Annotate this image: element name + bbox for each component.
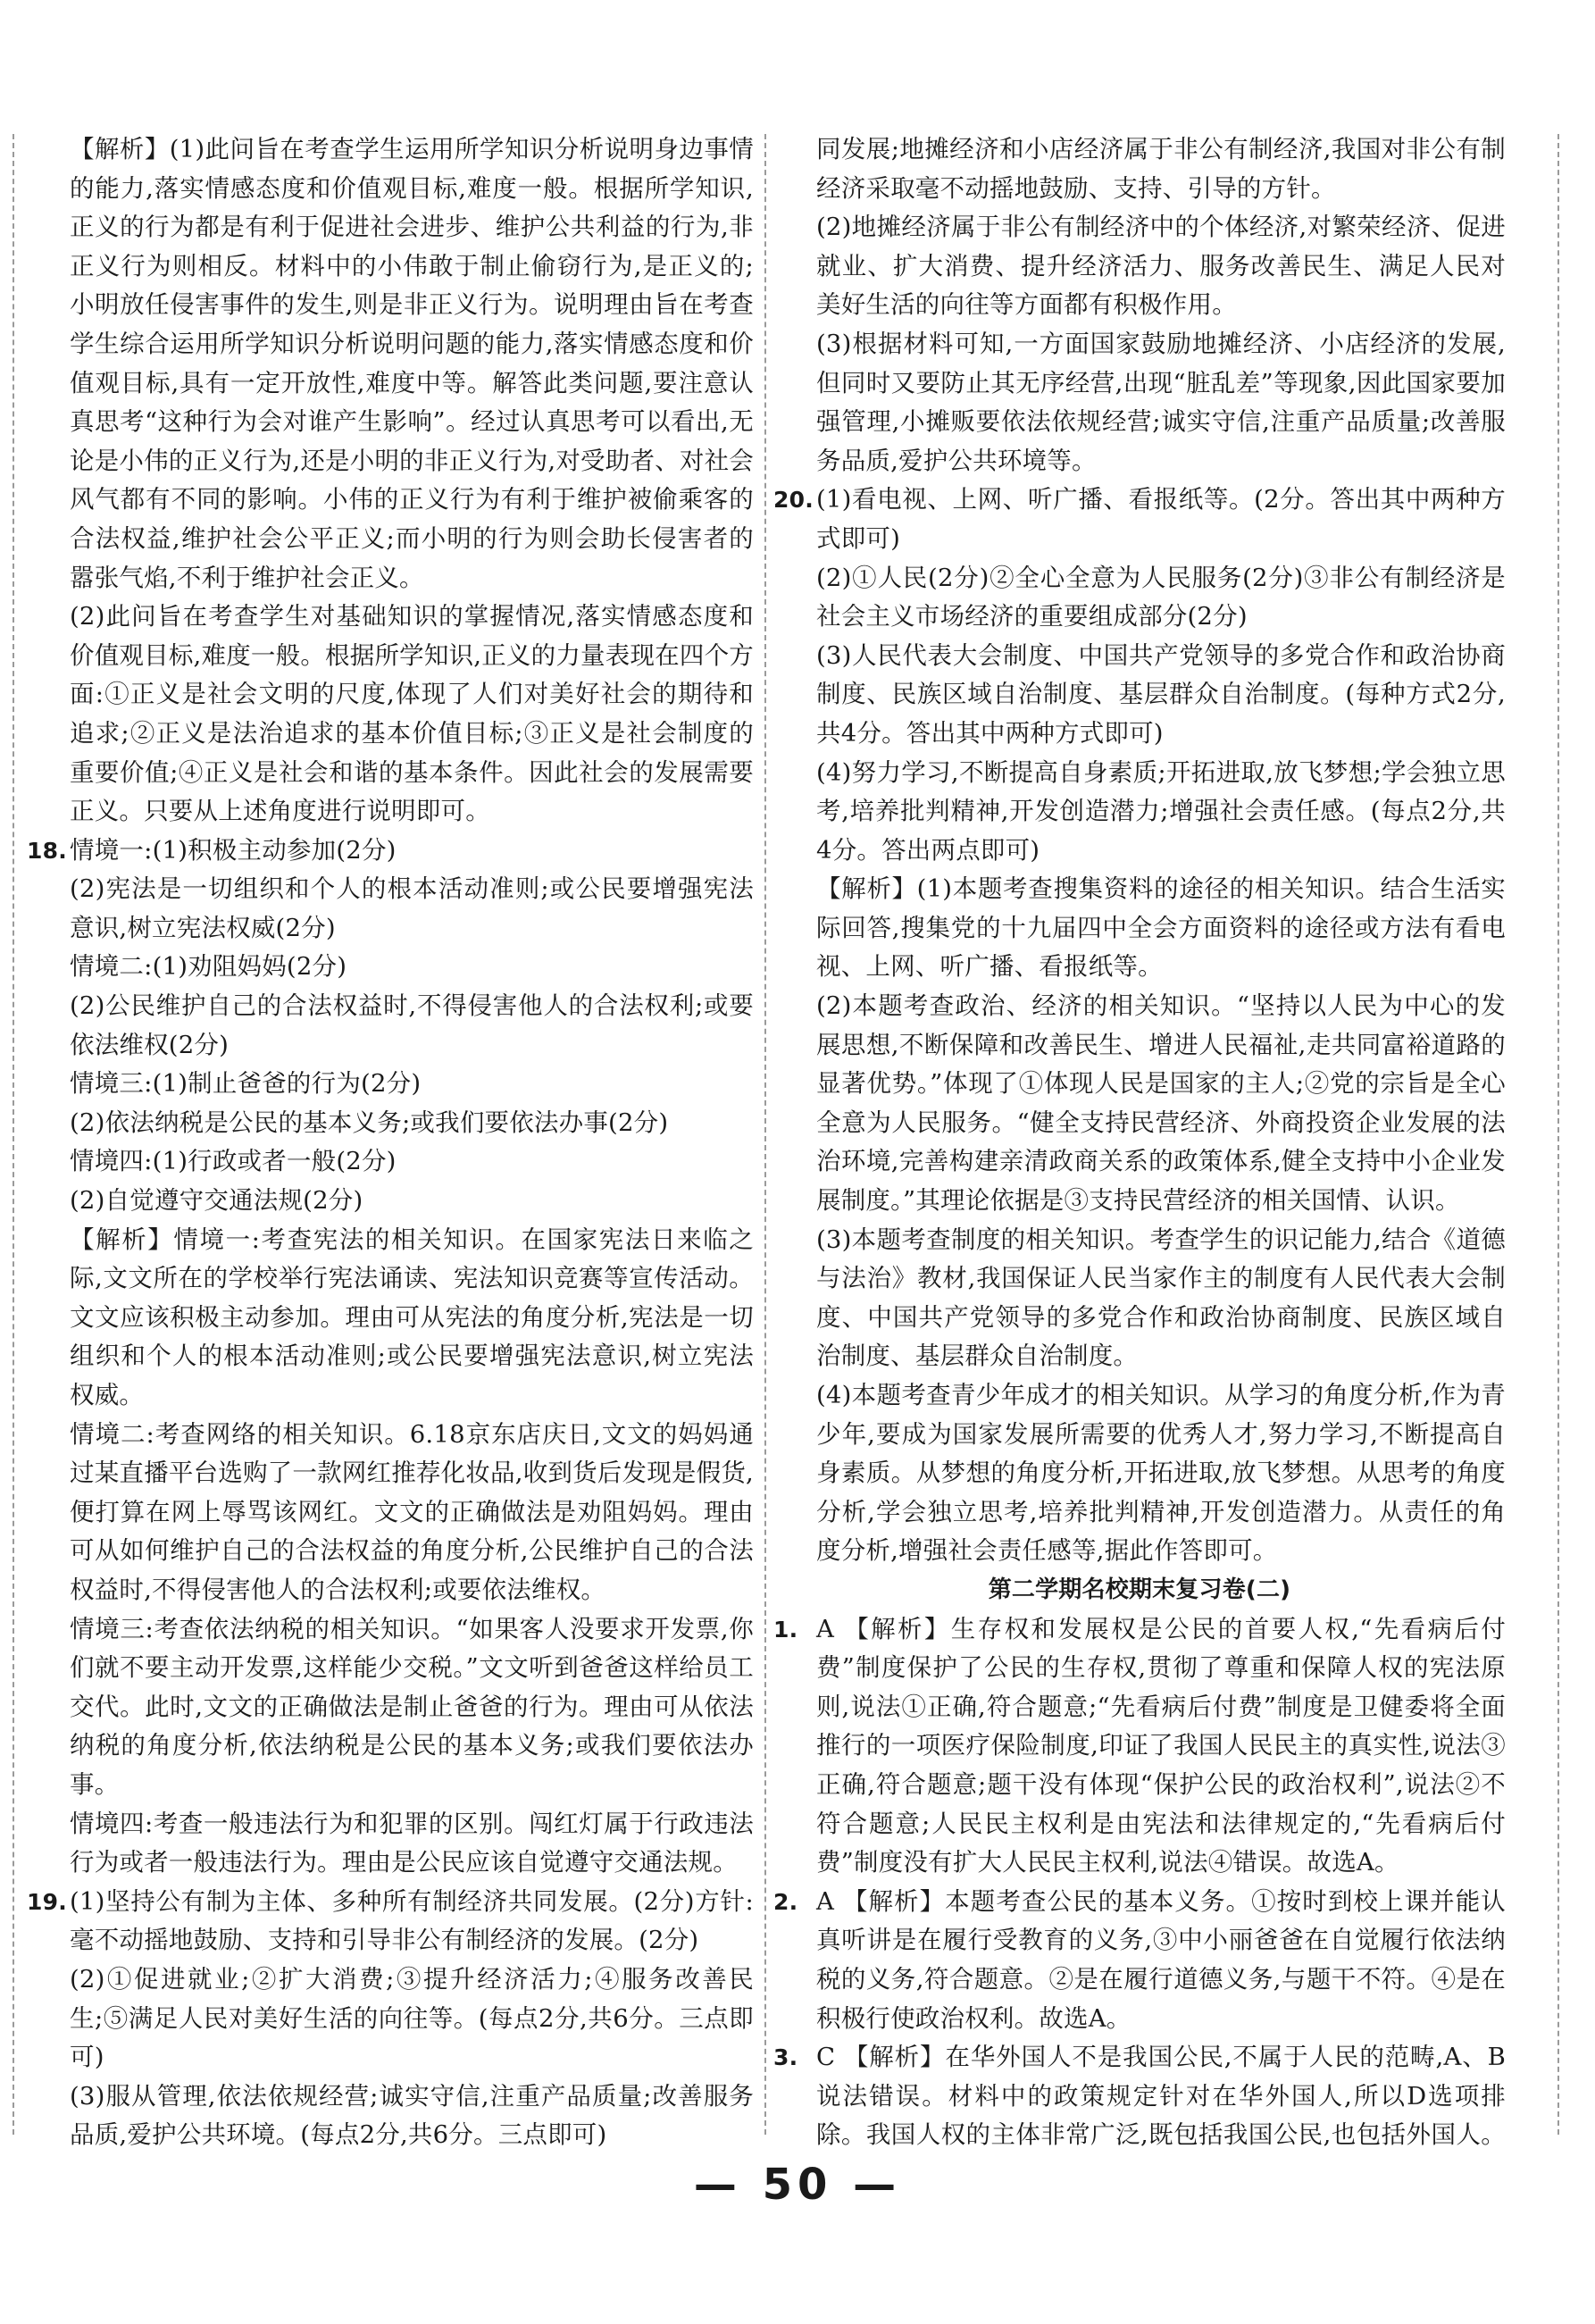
answer-text: A 【解析】生存权和发展权是公民的首要人权,“先看病后付费”制度保护了公民的生存权,贯彻了尊重和保障人权的宪法原则,说法①正确,符合题意;“先看病后付费”制度是卫健委将全面推行的一项医疗保险制度,印证了我国人民民主的真实性,说法③正确,符合题意;题干没有体现“保护公民的政治权利”,说法②不符合题意;人民民主权利是由宪法和法律规定的,“先看病后付费”制度没有扩大人民民主权利,说法④错误。故选A。	[816, 1614, 1506, 1877]
question-18	[27, 832, 754, 1883]
right-column	[773, 130, 1506, 2158]
q19-analysis-cont: (3)根据材料可知,一方面国家鼓励地摊经济、小店经济的发展,但同时又要防止其无序经营,出现“脏乱差”等现象,因此国家要加强管理,小摊贩要依法依规经营;诚实守信,注重产品质量;改善服务品质,爱护公共环境等。	[816, 329, 1506, 475]
q20-line: (3)人民代表大会制度、中国共产党领导的多党合作和政治协商制度、民族区域自治制度、基层群众自治制度。(每种方式2分,共4分。答出其中两种方式即可)	[816, 640, 1506, 748]
left-column	[27, 130, 754, 2158]
answer-2	[773, 1883, 1506, 2038]
q18-line: (2)宪法是一切组织和个人的根本活动准则;或公民要增强宪法意识,树立宪法权威(2分)	[70, 874, 754, 942]
q20-line: (1)看电视、上网、听广播、看报纸等。(2分。答出其中两种方式即可)	[816, 485, 1506, 553]
q17-analysis-part2: (2)此问旨在考查学生对基础知识的掌握情况,落实情感态度和价值观目标,难度一般。根据所学知识,正义的力量表现在四个方面:①正义是社会文明的尺度,体现了人们对美好社会的期待和追求;②正义是法治追求的基本价值目标;③正义是社会制度的重要价值;④正义是社会和谐的基本条件。因此社会的发展需要正义。只要从上述角度进行说明即可。	[70, 602, 754, 826]
q18-line: (2)公民维护自己的合法权益时,不得侵害他人的合法权利;或要依法维权(2分)	[70, 991, 754, 1059]
question-number: 3.	[773, 2044, 798, 2071]
q20-analysis: (4)本题考查青少年成才的相关知识。从学习的角度分析,作为青少年,要成为国家发展所需要的优秀人才,努力学习,不断提高自身素质。从梦想的角度分析,开拓进取,放飞梦想。从思考的角度分析,学会独立思考,培养批判精神,开发创造潜力。从责任的角度分析,增强社会责任感等,据此作答即可。	[816, 1381, 1506, 1566]
q20-analysis: 【解析】(1)本题考查搜集资料的途径的相关知识。结合生活实际回答,搜集党的十九届四中全会方面资料的途径或方法有看电视、上网、听广播、看报纸等。	[816, 874, 1506, 982]
q18-line: 情境二:(1)劝阻妈妈(2分)	[70, 952, 347, 982]
question-19	[27, 1883, 754, 2158]
section-title: 第二学期名校期末复习卷(二)	[988, 1576, 1291, 1603]
q17-analysis-part1: 【解析】(1)此问旨在考查学生运用所学知识分析说明身边事情的能力,落实情感态度和价值观目标,难度一般。根据所学知识,正义的行为都是有利于促进社会进步、维护公共利益的行为,非正义行为则相反。材料中的小伟敢于制止偷窃行为,是正义的;小明放任侵害事件的发生,则是非正义行为。说明理由旨在考查学生综合运用所学知识分析说明问题的能力,落实情感态度和价值观目标,具有一定开放性,难度中等。解答此类问题,要注意认真思考“这种行为会对谁产生影响”。经过认真思考可以看出,无论是小伟的正义行为,还是小明的非正义行为,对受助者、对社会风气都有不同的影响。小伟的正义行为有利于维护被偷乘客的合法权益,维护社会公平正义;而小明的行为则会助长侵害者的嚣张气焰,不利于维护社会正义。	[70, 135, 754, 592]
question-number: 18.	[27, 837, 67, 864]
q18-line: (2)自觉遵守交通法规(2分)	[70, 1186, 363, 1216]
q18-line: 情境三:(1)制止爸爸的行为(2分)	[70, 1069, 422, 1099]
q18-line: 情境四:(1)行政或者一般(2分)	[70, 1147, 397, 1176]
q19-analysis	[70, 2155, 754, 2158]
q18-analysis: 【解析】情境一:考查宪法的相关知识。在国家宪法日来临之际,文文所在的学校举行宪法诵读、宪法知识竞赛等宣传活动。文文应该积极主动参加。理由可从宪法的角度分析,宪法是一切组织和个人的根本活动准则;或公民要增强宪法意识,树立宪法权威。	[70, 1225, 754, 1409]
page-number: — 50 —	[693, 2160, 902, 2210]
q20-analysis: (2)本题考查政治、经济的相关知识。“坚持以人民为中心的发展思想,不断保障和改善民生、增进人民福祉,走共同富裕道路的显著优势。”体现了①体现人民是国家的主人;②党的宗旨是全心全意为人民服务。“健全支持民营经济、外商投资企业发展的法治环境,完善构建亲清政商关系的政策体系,健全支持中小企业发展制度。”其理论依据是③支持民营经济的相关国情、认识。	[816, 991, 1506, 1216]
q18-analysis: 情境二:考查网络的相关知识。6.18京东店庆日,文文的妈妈通过某直播平台选购了一款网红推荐化妆品,收到货后发现是假货,便打算在网上辱骂该网红。文文的正确做法是劝阻妈妈。理由可从如何维护自己的合法权益的角度分析,公民维护自己的合法权益时,不得侵害他人的合法权利;或要依法维权。	[70, 1419, 754, 1604]
q19-line: (2)①促进就业;②扩大消费;③提升经济活力;④服务改善民生;⑤满足人民对美好生活的向往等。(每点2分,共6分。三点即可)	[70, 1964, 754, 2072]
q18-analysis: 情境三:考查依法纳税的相关知识。“如果客人没要求开发票,你们就不要主动开发票,这样能少交税。”文文听到爸爸这样给员工交代。此时,文文的正确做法是制止爸爸的行为。理由可从依法纳税的角度分析,依法纳税是公民的基本义务;或我们要依法办事。	[70, 1614, 754, 1799]
q18-line: 情境一:(1)积极主动参加(2分)	[70, 835, 397, 865]
q19-line: (3)服从管理,依法依规经营;诚实守信,注重产品质量;改善服务品质,爱护公共环境。(每点2分,共6分。三点即可)	[70, 2081, 754, 2150]
question-number: 19.	[27, 1888, 67, 1915]
answer-3	[773, 2038, 1506, 2158]
question-number: 2.	[773, 1888, 798, 1915]
q20-line: (2)①人民(2分)②全心全意为人民服务(2分)③非公有制经济是社会主义市场经济的重要组成部分(2分)	[816, 563, 1506, 631]
answer-text: C 【解析】在华外国人不是我国公民,不属于人民的范畴,A、B说法错误。材料中的政策规定针对在华外国人,所以D选项排除。我国人权的主体非常广泛,既包括我国公民,也包括外国人。	[816, 2043, 1506, 2150]
question-number: 20.	[773, 487, 814, 514]
answer-text: A 【解析】本题考查公民的基本义务。①按时到校上课并能认真听讲是在履行受教育的义务,③中小丽爸爸在自觉履行依法纳税的义务,符合题意。②是在履行道德义务,与题干不符。④是在积极行使政治权利。故选A。	[816, 1886, 1506, 2033]
q19-analysis-cont: (2)地摊经济属于非公有制经济中的个体经济,对繁荣经济、促进就业、扩大消费、提升经济活力、服务改善民生、满足人民对美好生活的向往等方面都有积极作用。	[816, 213, 1506, 320]
question-20	[773, 481, 1506, 1571]
q20-analysis: (3)本题考查制度的相关知识。考查学生的识记能力,结合《道德与法治》教材,我国保证人民当家作主的制度有人民代表大会制度、中国共产党领导的多党合作和政治协商制度、民族区域自治制度、基层群众自治制度。	[816, 1225, 1506, 1371]
q18-analysis: 情境四:考查一般违法行为和犯罪的区别。闯红灯属于行政违法行为或者一般违法行为。理由是公民应该自觉遵守交通法规。	[70, 1809, 754, 1877]
q20-line: (4)努力学习,不断提高自身素质;开拓进取,放飞梦想;学会独立思考,培养批判精神,开发创造潜力;增强社会责任感。(每点2分,共4分。答出两点即可)	[816, 757, 1506, 865]
column-divider-middle	[764, 134, 766, 2135]
q19-analysis-cont: 同发展;地摊经济和小店经济属于非公有制经济,我国对非公有制经济采取毫不动摇地鼓励、支持、引导的方针。	[816, 135, 1506, 203]
q19-line: (1)坚持公有制为主体、多种所有制经济共同发展。(2分)方针:毫不动摇地鼓励、支持和引导非公有制经济的发展。(2分)	[70, 1886, 754, 1955]
column-divider-right	[1557, 134, 1559, 2135]
question-number: 1.	[773, 1616, 798, 1643]
answer-1	[773, 1610, 1506, 1883]
column-divider-left	[13, 134, 14, 2135]
q18-line: (2)依法纳税是公民的基本义务;或我们要依法办事(2分)	[70, 1108, 669, 1137]
